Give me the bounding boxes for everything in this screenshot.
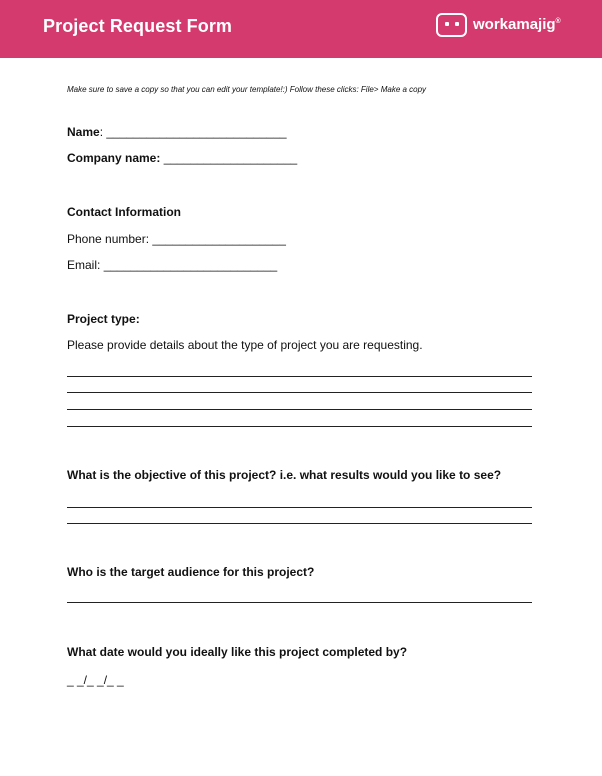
- contact-heading: Contact Information: [67, 205, 181, 219]
- phone-blank[interactable]: ____________________: [152, 232, 286, 246]
- email-field[interactable]: [67, 258, 277, 272]
- name-colon: :: [99, 125, 107, 139]
- project-type-answer-line[interactable]: [67, 376, 532, 377]
- email-label: Email:: [67, 258, 104, 272]
- name-blank[interactable]: ___________________________: [106, 125, 287, 139]
- logo-eye-right: [455, 22, 459, 26]
- completion-question: What date would you ideally like this project completed by?: [67, 645, 408, 659]
- project-type-answer-line[interactable]: [67, 426, 532, 427]
- company-field[interactable]: [67, 151, 297, 165]
- objective-answer-line[interactable]: [67, 523, 532, 524]
- robot-face-icon: [436, 13, 467, 37]
- email-blank[interactable]: __________________________: [103, 258, 278, 272]
- objective-answer-line[interactable]: [67, 507, 532, 508]
- objective-question: What is the objective of this project? i.e. what results would you like to see?: [67, 468, 502, 482]
- page-title: Project Request Form: [43, 16, 233, 36]
- company-label: Company name:: [67, 151, 161, 165]
- phone-label: Phone number:: [67, 232, 153, 246]
- instruction-note: Make sure to save a copy so that you can edit your template!:) Follow these clicks: File> Make a copy: [67, 85, 427, 94]
- header-banner: [0, 0, 602, 58]
- project-type-answer-line[interactable]: [67, 409, 532, 410]
- audience-answer-line[interactable]: [67, 602, 532, 603]
- project-type-answer-line[interactable]: [67, 392, 532, 393]
- date-blank[interactable]: _ _/_ _/_ _: [67, 673, 124, 687]
- phone-field[interactable]: [67, 232, 286, 246]
- logo-wordmark: workamajig®: [473, 16, 561, 33]
- project-type-heading: Project type:: [67, 312, 140, 326]
- name-field[interactable]: [67, 125, 287, 139]
- name-label: Name: [67, 125, 100, 139]
- audience-question: Who is the target audience for this project?: [67, 565, 315, 579]
- company-blank[interactable]: ____________________: [160, 151, 298, 165]
- logo-eye-left: [445, 22, 449, 26]
- project-type-prompt: Please provide details about the type of project you are requesting.: [67, 338, 423, 352]
